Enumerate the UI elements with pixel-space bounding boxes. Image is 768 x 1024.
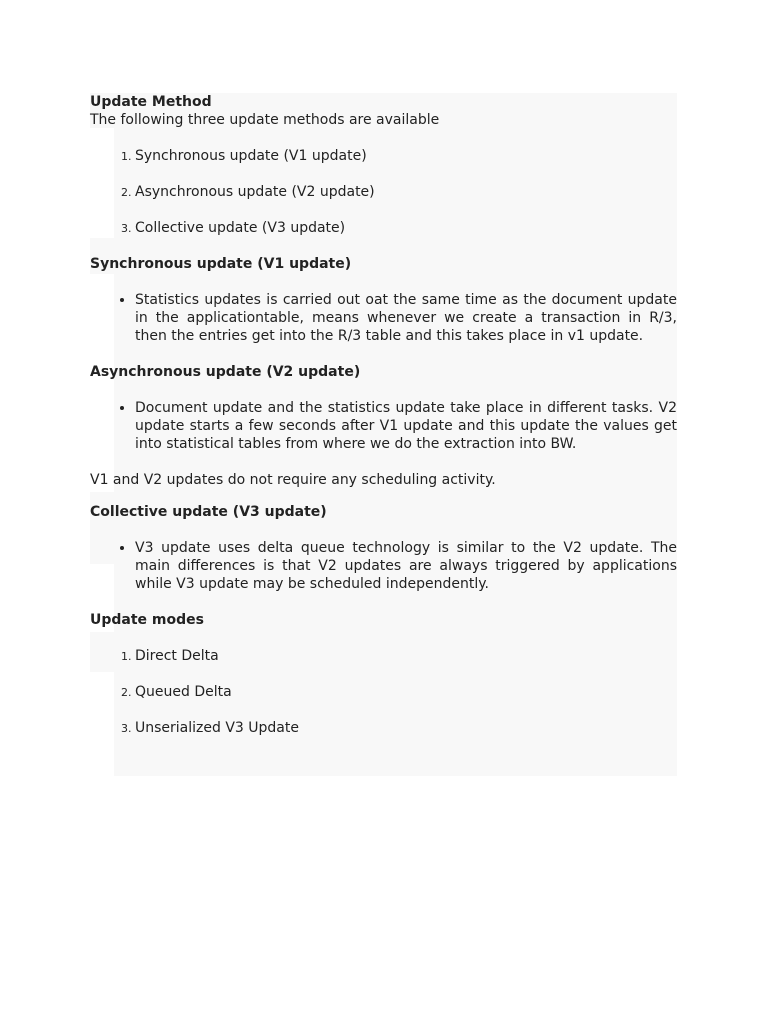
list-item: 3. Collective update (V3 update) xyxy=(135,219,677,237)
list-item: 3. Unserialized V3 Update xyxy=(135,719,677,737)
heading-update-modes: Update modes xyxy=(90,612,204,628)
v1-description: • Statistics updates is carried out oat the same time as the document update in the applicationtable, means whenever we create a transaction in R/3, then the entries get into the R/3 table and this takes place in v1 update. xyxy=(135,291,677,345)
v3-list xyxy=(90,539,677,593)
modes-list xyxy=(90,647,677,737)
document-page xyxy=(90,93,677,737)
list-item: 1. Direct Delta xyxy=(135,647,677,665)
heading-v3: Collective update (V3 update) xyxy=(90,504,327,520)
document-content xyxy=(90,93,677,737)
v2-description: • Document update and the statistics update take place in different tasks. V2 update starts a few seconds after V1 update and this update the values get into statistical tables from where we do the extraction into BW. xyxy=(135,399,677,453)
heading-v1: Synchronous update (V1 update) xyxy=(90,256,352,272)
v3-description: • V3 update uses delta queue technology is similar to the V2 update. The main differences is that V2 updates are always triggered by applications while V3 update may be scheduled independently. xyxy=(135,539,677,593)
title-update-method: Update Method xyxy=(90,94,212,110)
methods-list xyxy=(90,147,677,237)
scheduling-note: V1 and V2 updates do not require any scheduling activity. xyxy=(90,472,496,488)
v1-list xyxy=(90,291,677,345)
intro-text: The following three update methods are available xyxy=(90,112,440,128)
list-item: 2. Asynchronous update (V2 update) xyxy=(135,183,677,201)
list-item: 1. Synchronous update (V1 update) xyxy=(135,147,677,165)
list-item: 2. Queued Delta xyxy=(135,683,677,701)
v2-list xyxy=(90,399,677,453)
heading-v2: Asynchronous update (V2 update) xyxy=(90,364,361,380)
